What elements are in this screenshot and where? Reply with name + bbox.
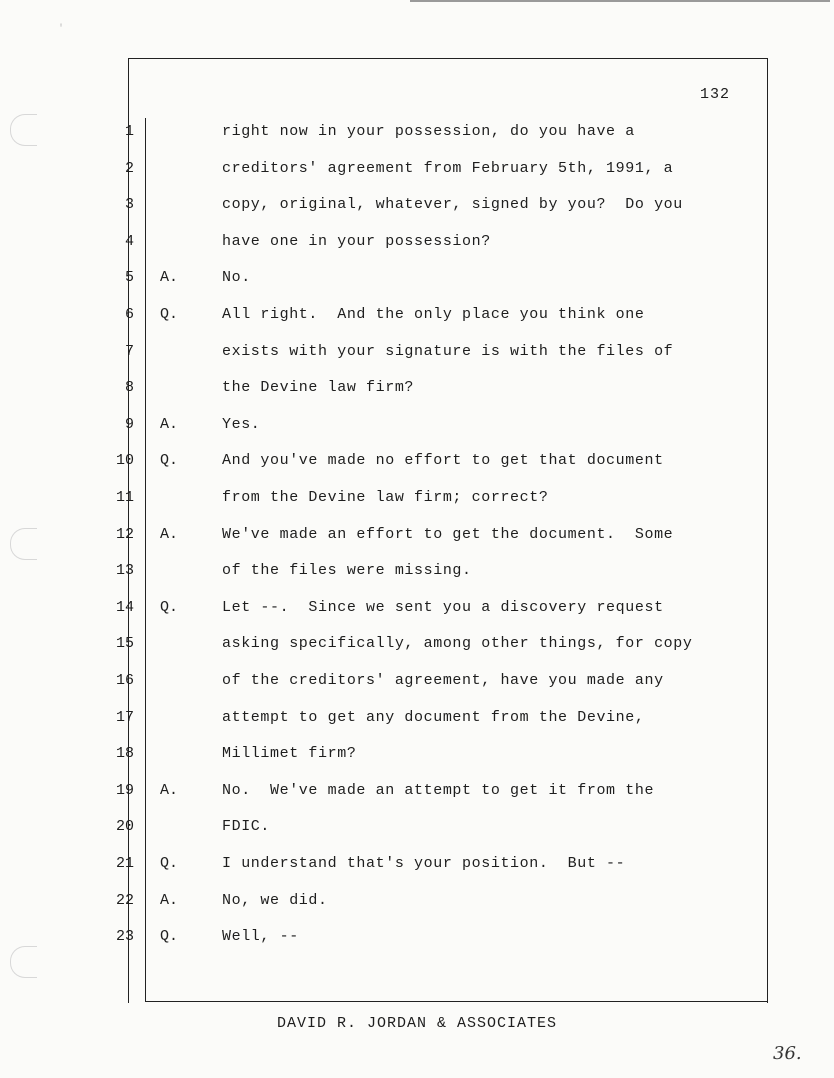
line-number: 8 [124, 379, 134, 397]
line-text: And you've made no effort to get that document [222, 452, 664, 470]
line-text: of the files were missing. [222, 562, 472, 580]
transcript-line [0, 925, 834, 949]
transcript-line [0, 230, 834, 254]
speaker-label: Q. [160, 928, 179, 946]
line-number: 7 [124, 342, 134, 360]
line-text: exists with your signature is with the files of [222, 342, 674, 360]
line-text: right now in your possession, do you have a [222, 123, 635, 140]
transcript-line [0, 706, 834, 730]
line-number: 4 [124, 232, 134, 250]
line-text: the Devine law firm? [222, 379, 415, 397]
transcript-line [0, 449, 834, 473]
line-text: All right. And the only place you think one [222, 306, 645, 323]
transcript-line [0, 815, 834, 839]
line-text: copy, original, whatever, signed by you? Do you [222, 196, 683, 214]
transcript-line [0, 303, 834, 327]
transcript-line [0, 889, 834, 913]
handwritten-mark: 36. [773, 1043, 802, 1064]
line-number: 15 [115, 635, 134, 653]
transcript-line [0, 852, 834, 876]
transcript-line [0, 193, 834, 217]
line-number: 6 [124, 306, 134, 323]
line-text: asking specifically, among other things, for copy [222, 635, 693, 653]
line-number: 13 [115, 562, 134, 580]
line-text: Yes. [222, 415, 261, 433]
line-number: 11 [115, 489, 134, 506]
speaker-label: A. [160, 525, 179, 543]
transcript-line [0, 413, 834, 437]
punch-hole-mark [10, 946, 37, 978]
line-number: 2 [124, 159, 134, 177]
speaker-label: A. [160, 415, 179, 433]
line-text: Well, -- [222, 928, 299, 946]
line-text: attempt to get any document from the Devine, [222, 708, 645, 726]
line-number: 16 [115, 672, 134, 689]
transcript-line [0, 486, 834, 510]
line-text: We've made an effort to get the document. Some [222, 525, 674, 543]
transcript-line [0, 523, 834, 547]
line-text: Let --. Since we sent you a discovery request [222, 598, 664, 616]
line-number: 22 [115, 891, 134, 909]
transcript-line [0, 742, 834, 766]
scan-speck: ' [58, 24, 65, 35]
transcript-line [0, 266, 834, 290]
line-text: I understand that's your position. But -- [222, 855, 626, 872]
speaker-label: Q. [160, 855, 179, 872]
transcript-line [0, 340, 834, 364]
line-text: No. [222, 269, 251, 287]
frame-bottom-rule [145, 1001, 768, 1002]
speaker-label: Q. [160, 306, 179, 323]
line-number: 17 [115, 708, 134, 726]
line-text: No, we did. [222, 891, 328, 909]
line-number: 14 [115, 598, 134, 616]
transcript-line [0, 376, 834, 400]
line-number: 18 [115, 745, 134, 763]
line-number: 19 [115, 781, 134, 799]
line-number: 5 [124, 269, 134, 287]
transcript-line [0, 559, 834, 583]
transcript-line [0, 669, 834, 693]
reporter-footer: DAVID R. JORDAN & ASSOCIATES [276, 1015, 558, 1032]
speaker-label: A. [160, 269, 179, 287]
line-number: 20 [115, 818, 134, 836]
transcript-line [0, 596, 834, 620]
transcript-line [0, 632, 834, 656]
line-number: 12 [115, 525, 134, 543]
line-number: 21 [115, 855, 134, 872]
speaker-label: A. [160, 781, 179, 799]
line-text: No. We've made an attempt to get it from the [222, 781, 655, 799]
scan-top-edge [410, 0, 830, 2]
line-number: 10 [115, 452, 134, 470]
line-number: 23 [115, 928, 134, 946]
line-number: 3 [124, 196, 134, 214]
line-number: 1 [124, 123, 134, 140]
transcript-line [0, 157, 834, 181]
line-text: have one in your possession? [222, 232, 491, 250]
line-text: of the creditors' agreement, have you made any [222, 672, 664, 689]
line-text: Millimet firm? [222, 745, 357, 763]
page-number: 132 [700, 86, 731, 103]
speaker-label: Q. [160, 452, 179, 470]
line-number: 9 [124, 415, 134, 433]
line-text: FDIC. [222, 818, 271, 836]
transcript-line [0, 779, 834, 803]
transcript-line [0, 120, 834, 144]
speaker-label: Q. [160, 598, 179, 616]
line-text: from the Devine law firm; correct? [222, 489, 549, 506]
speaker-label: A. [160, 891, 179, 909]
line-text: creditors' agreement from February 5th, 1991, a [222, 159, 674, 177]
